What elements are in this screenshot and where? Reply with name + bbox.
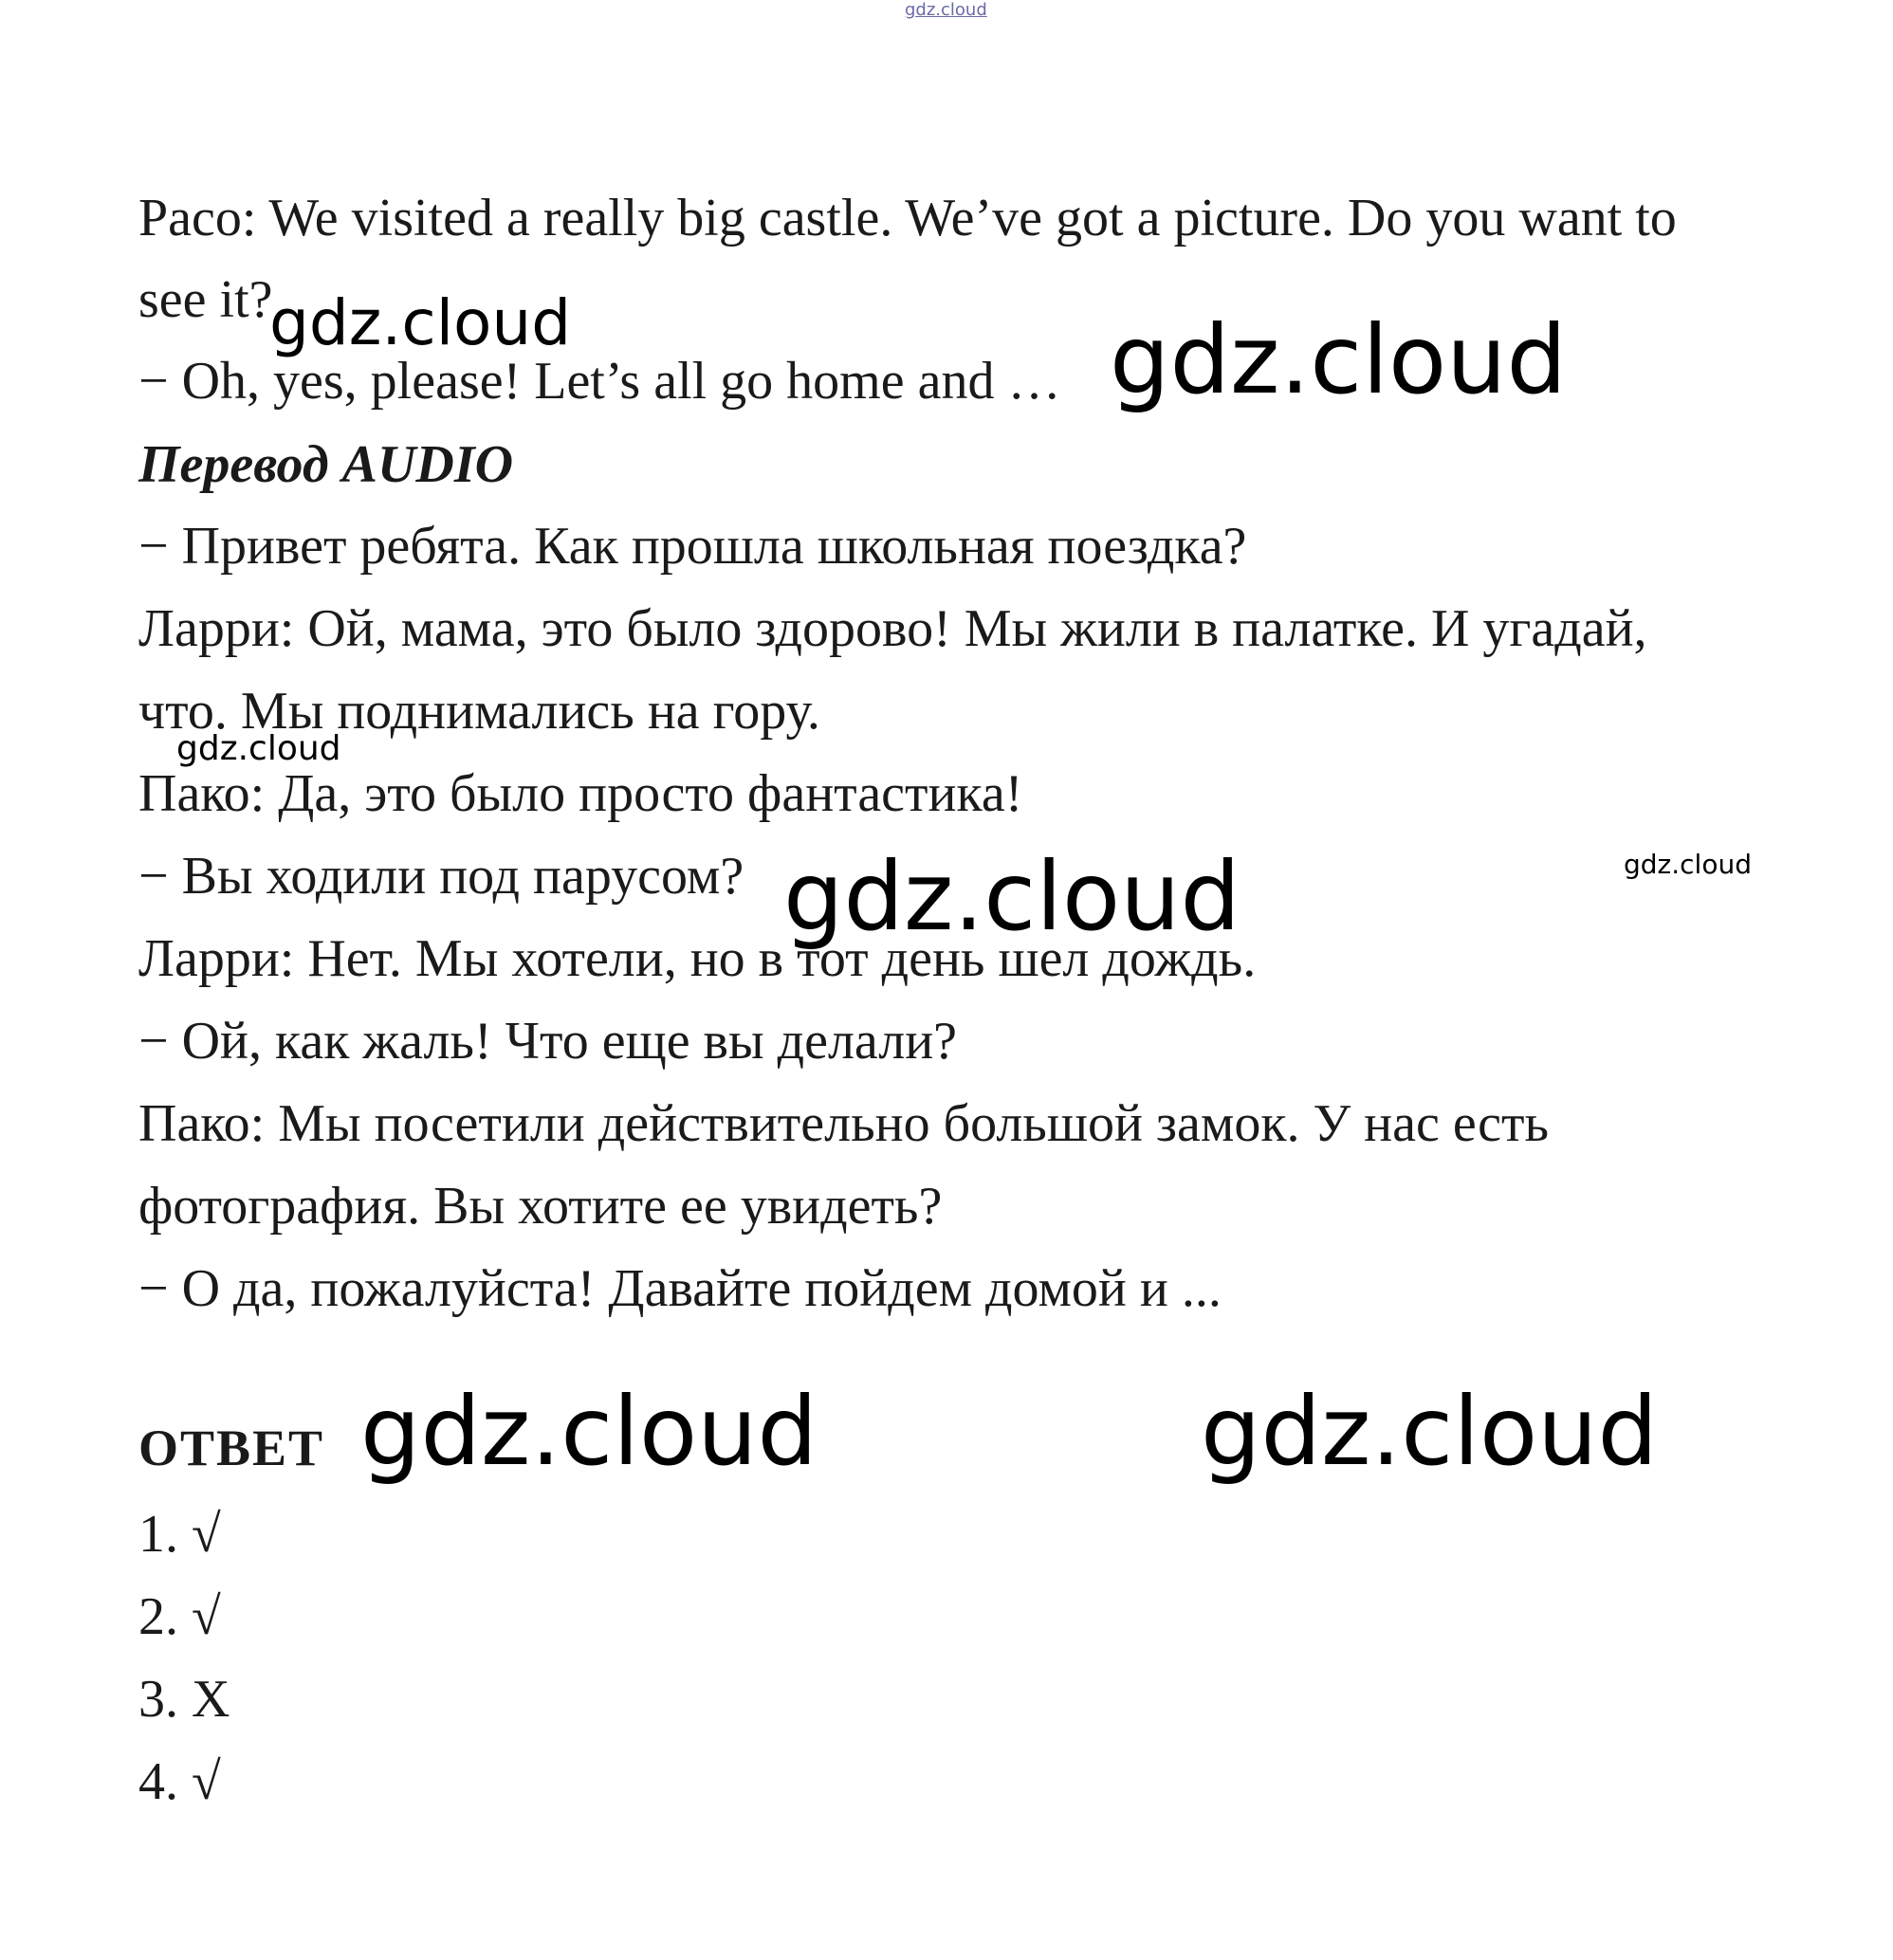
dialogue-ru-line-8: Пако: Мы посетили действительно большой замок. У нас есть (138, 1094, 1549, 1153)
dialogue-ru-line-2: Ларри: Ой, мама, это было здорово! Мы жили в палатке. И угадай, (138, 599, 1647, 658)
watermark-1: gdz.cloud (269, 286, 572, 359)
dialogue-ru-line-10: − О да, пожалуйста! Давайте пойдем домой и ... (138, 1259, 1222, 1318)
dialogue-ru-line-4: Пако: Да, это было просто фантастика! (138, 764, 1023, 823)
watermark-7: gdz.cloud (1201, 1376, 1659, 1487)
watermark-3: gdz.cloud (176, 729, 341, 768)
watermark-5: gdz.cloud (783, 841, 1241, 952)
watermark-2: gdz.cloud (1110, 304, 1568, 415)
answer-item-2: 2. √ (138, 1587, 221, 1646)
dialogue-ru-line-9: фотография. Вы хотите ее увидеть? (138, 1177, 943, 1236)
dialogue-ru-line-7: − Ой, как жаль! Что еще вы делали? (138, 1012, 958, 1071)
dialogue-en-line-3: − Oh, yes, please! Let’s all go home and … (138, 352, 1061, 411)
dialogue-ru-line-1: − Привет ребята. Как прошла школьная поездка? (138, 517, 1247, 576)
dialogue-en-line-2: see it? (138, 270, 273, 329)
watermark-4: gdz.cloud (1624, 849, 1752, 880)
dialogue-ru-line-6: Ларри: Нет. Мы хотели, но в тот день шел дождь. (138, 929, 1257, 988)
translation-heading: Перевод AUDIO (138, 435, 514, 494)
dialogue-ru-line-5: − Вы ходили под парусом? (138, 847, 744, 906)
watermark-6: gdz.cloud (360, 1376, 818, 1487)
dialogue-ru-line-3: что. Мы поднимались на гору. (138, 682, 820, 741)
dialogue-en-line-1: Paco: We visited a really big castle. We’ve got a picture. Do you want to (138, 189, 1677, 247)
answer-heading: ОТВЕТ (138, 1420, 325, 1476)
answer-item-3: 3. X (138, 1670, 230, 1729)
answer-item-1: 1. √ (138, 1505, 221, 1564)
answer-item-4: 4. √ (138, 1752, 221, 1811)
watermark-top: gdz.cloud (905, 0, 987, 20)
